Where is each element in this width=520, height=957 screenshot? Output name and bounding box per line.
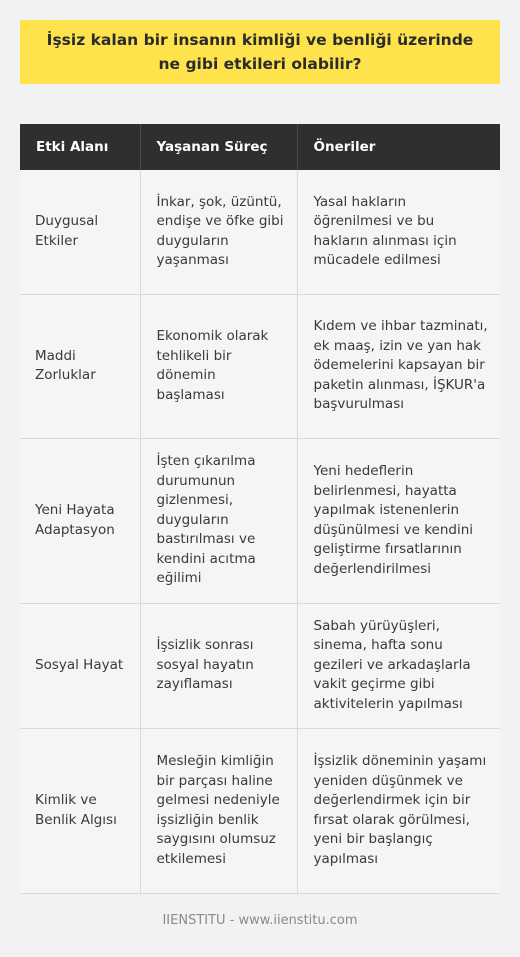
effects-table bbox=[20, 124, 500, 894]
table-row bbox=[20, 170, 500, 294]
cell-area: Kimlik ve Benlik Algısı bbox=[20, 728, 140, 893]
cell-area: Yeni Hayata Adaptasyon bbox=[20, 438, 140, 603]
page-title: İşsiz kalan bir insanın kimliği ve benliği üzerinde ne gibi etkileri olabilir? bbox=[46, 31, 474, 73]
cell-process: İşsizlik sonrası sosyal hayatın zayıflaması bbox=[140, 603, 297, 728]
cell-process: Ekonomik olarak tehlikeli bir dönemin başlaması bbox=[140, 294, 297, 438]
header-suggestions: Öneriler bbox=[297, 124, 500, 170]
cell-suggestion: Yasal hakların öğrenilmesi ve bu hakların alınması için mücadele edilmesi bbox=[297, 170, 500, 294]
table-row bbox=[20, 728, 500, 893]
table-row bbox=[20, 603, 500, 728]
header-process: Yaşanan Süreç bbox=[140, 124, 297, 170]
cell-suggestion: İşsizlik döneminin yaşamı yeniden düşünmek ve değerlendirmek için bir fırsat olarak görülmesi, yeni bir başlangıç yapılması bbox=[297, 728, 500, 893]
cell-area: Duygusal Etkiler bbox=[20, 170, 140, 294]
cell-suggestion: Sabah yürüyüşleri, sinema, hafta sonu gezileri ve arkadaşlarla vakit geçirme gibi aktivitelerin yapılması bbox=[297, 603, 500, 728]
table-row bbox=[20, 438, 500, 603]
table-row bbox=[20, 294, 500, 438]
cell-process: İnkar, şok, üzüntü, endişe ve öfke gibi duyguların yaşanması bbox=[140, 170, 297, 294]
cell-area: Maddi Zorluklar bbox=[20, 294, 140, 438]
title-banner bbox=[20, 20, 500, 84]
cell-process: İşten çıkarılma durumunun gizlenmesi, duyguların bastırılması ve kendini acıtma eğilimi bbox=[140, 438, 297, 603]
cell-process: Mesleğin kimliğin bir parçası haline gelmesi nedeniyle işsizliğin benlik saygısını olumsuz etkilemesi bbox=[140, 728, 297, 893]
cell-area: Sosyal Hayat bbox=[20, 603, 140, 728]
cell-suggestion: Yeni hedeflerin belirlenmesi, hayatta yapılmak istenenlerin düşünülmesi ve kendini geliştirme fırsatlarının değerlendirilmesi bbox=[297, 438, 500, 603]
table-header bbox=[20, 124, 500, 170]
cell-suggestion: Kıdem ve ihbar tazminatı, ek maaş, izin ve yan hak ödemelerini kapsayan bir paketin alınması, İŞKUR'a başvurulması bbox=[297, 294, 500, 438]
footer-credit: IIENSTITU - www.iienstitu.com bbox=[162, 913, 358, 928]
header-area: Etki Alanı bbox=[20, 124, 140, 170]
